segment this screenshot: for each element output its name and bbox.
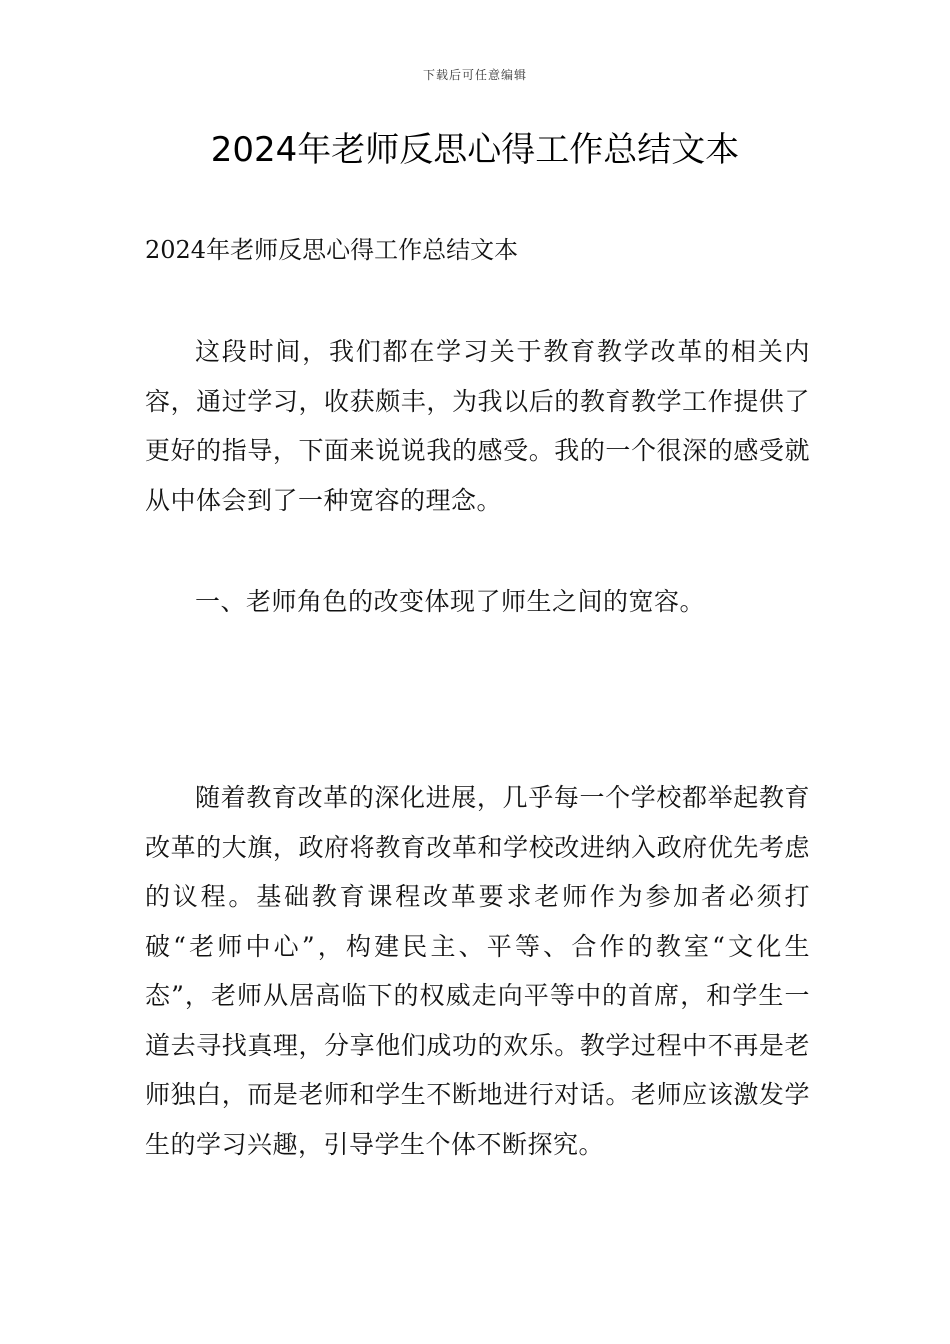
header-note: 下载后可任意编辑 [422, 68, 527, 82]
section-heading-1: 一、老师角色的改变体现了师生之间的宽容。 [195, 587, 706, 616]
paragraph-body: 随着教育改革的深化进展，几乎每一个学校都举起教育改革的大旗，政府将教育改革和学校改进纳入政府优先考虑的议程。基础教育课程改革要求老师作为参加者必须打破“老师中心”，构建民主、平等、合作的教室“文化生态”，老师从居高临下的权威走向平等中的首席，和学生一道去寻找真理，分享他们成功的欢乐。教学过程中不再是老师独白，而是老师和学生不断地进行对话。老师应该激发学生的学习兴趣，引导学生个体不断探究。 [145, 783, 810, 1159]
document-subtitle: 2024年老师反思心得工作总结文本 [145, 236, 519, 264]
paragraph-intro: 这段时间，我们都在学习关于教育教学改革的相关内容，通过学习，收获颇丰，为我以后的教育教学工作提供了更好的指导，下面来说说我的感受。我的一个很深的感受就从中体会到了一种宽容的理念。 [145, 337, 810, 515]
document-title: 2024年老师反思心得工作总结文本 [210, 130, 740, 170]
